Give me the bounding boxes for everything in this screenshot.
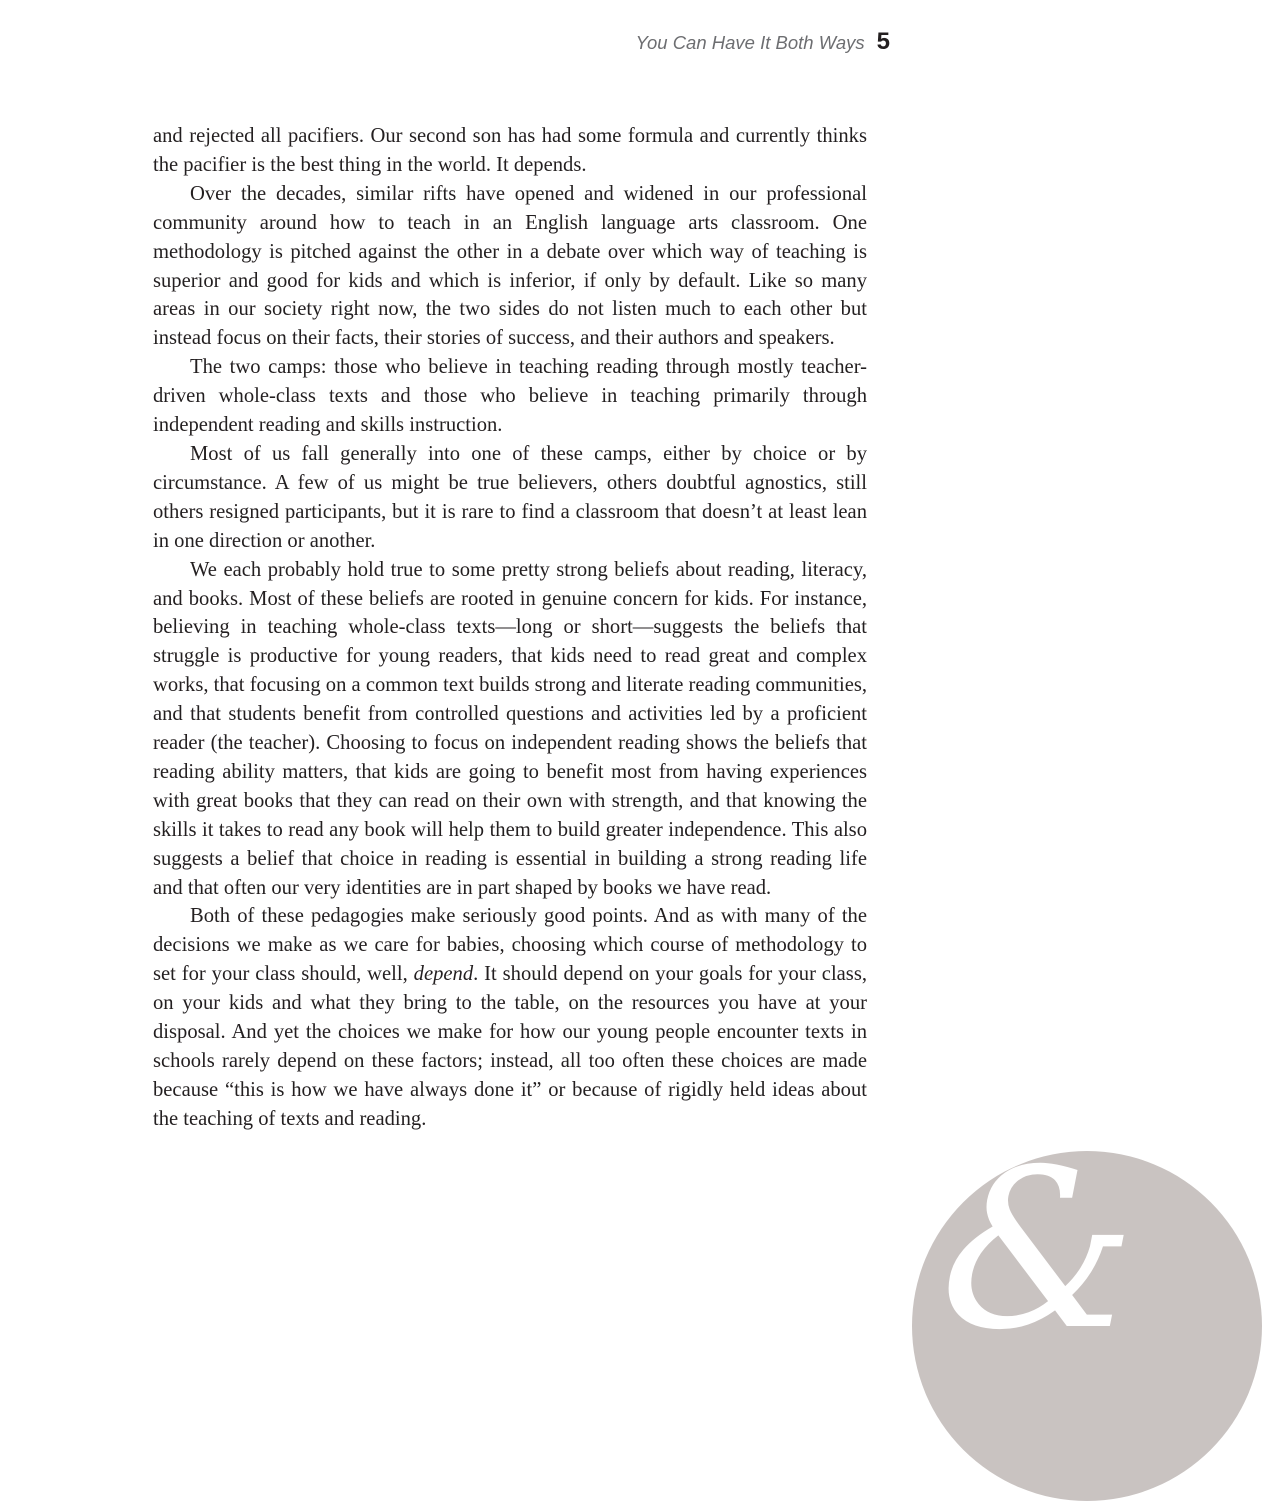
paragraph-6-end: . It should depend on your goals for your class, on your kids and what they bring to the table, on the resources you have at your disposal. And yet the choices we make for how our young people encounter texts in schools rarely depend on these factors; instead, all too often these choices are made because “this is how we have always done it” or because of rigidly held ideas about the teaching of texts and reading. <box>153 963 867 1130</box>
emphasis-depend: depend <box>413 963 474 986</box>
page-number: 5 <box>876 28 890 55</box>
running-title: You Can Have It Both Ways <box>635 32 865 53</box>
paragraph-3: The two camps: those who believe in teaching reading through mostly teacher-driven whole-class texts and those who believe in teaching primarily through independent reading and skills instruction. <box>153 356 867 437</box>
paragraph-6 <box>153 902 867 1133</box>
ampersand-medallion-icon <box>912 1122 1262 1501</box>
paragraph-4: Most of us fall generally into one of these camps, either by choice or by circumstance. A few of us might be true believers, others doubtful agnostics, still others resigned participants, but it is rare to find a classroom that doesn’t at least lean in one direction or another. <box>153 442 867 552</box>
running-head <box>636 28 890 56</box>
body-text <box>153 122 867 1134</box>
paragraph-1: and rejected all pacifiers. Our second son has had some formula and currently thinks the pacifier is the best thing in the world. It depends. <box>153 125 867 176</box>
ampersand-glyph: & <box>940 1122 1136 1378</box>
paragraph-2: Over the decades, similar rifts have opened and widened in our professional community around how to teach in an English language arts classroom. One methodology is pitched against the other in a debate over which way of teaching is superior and good for kids and which is inferior, if only by default. Like so many areas in our society right now, the two sides do not listen much to each other but instead focus on their facts, their stories of success, and their authors and speakers. <box>153 182 867 350</box>
paragraph-5: We each probably hold true to some pretty strong beliefs about reading, literacy, and books. Most of these beliefs are rooted in genuine concern for kids. For instance, believing in teaching whole-class texts—long or short—suggests the beliefs that struggle is productive for young readers, that kids need to read great and complex works, that focusing on a common text builds strong and literate reading communities, and that students benefit from controlled questions and activities led by a proficient reader (the teacher). Choosing to focus on independent reading shows the beliefs that reading ability matters, that kids are going to benefit most from having experiences with great books that they can read on their own with strength, and that knowing the skills it takes to read any book will help them to build greater independence. This also suggests a belief that choice in reading is essential in building a strong reading life and that often our very identities are in part shaped by books we have read. <box>153 558 867 899</box>
paragraph-6-start: Both of these pedagogies make seriously good points. And as with many of the decisions we make as we care for babies, choosing which course of methodology to set for your class should, well, <box>153 905 867 986</box>
